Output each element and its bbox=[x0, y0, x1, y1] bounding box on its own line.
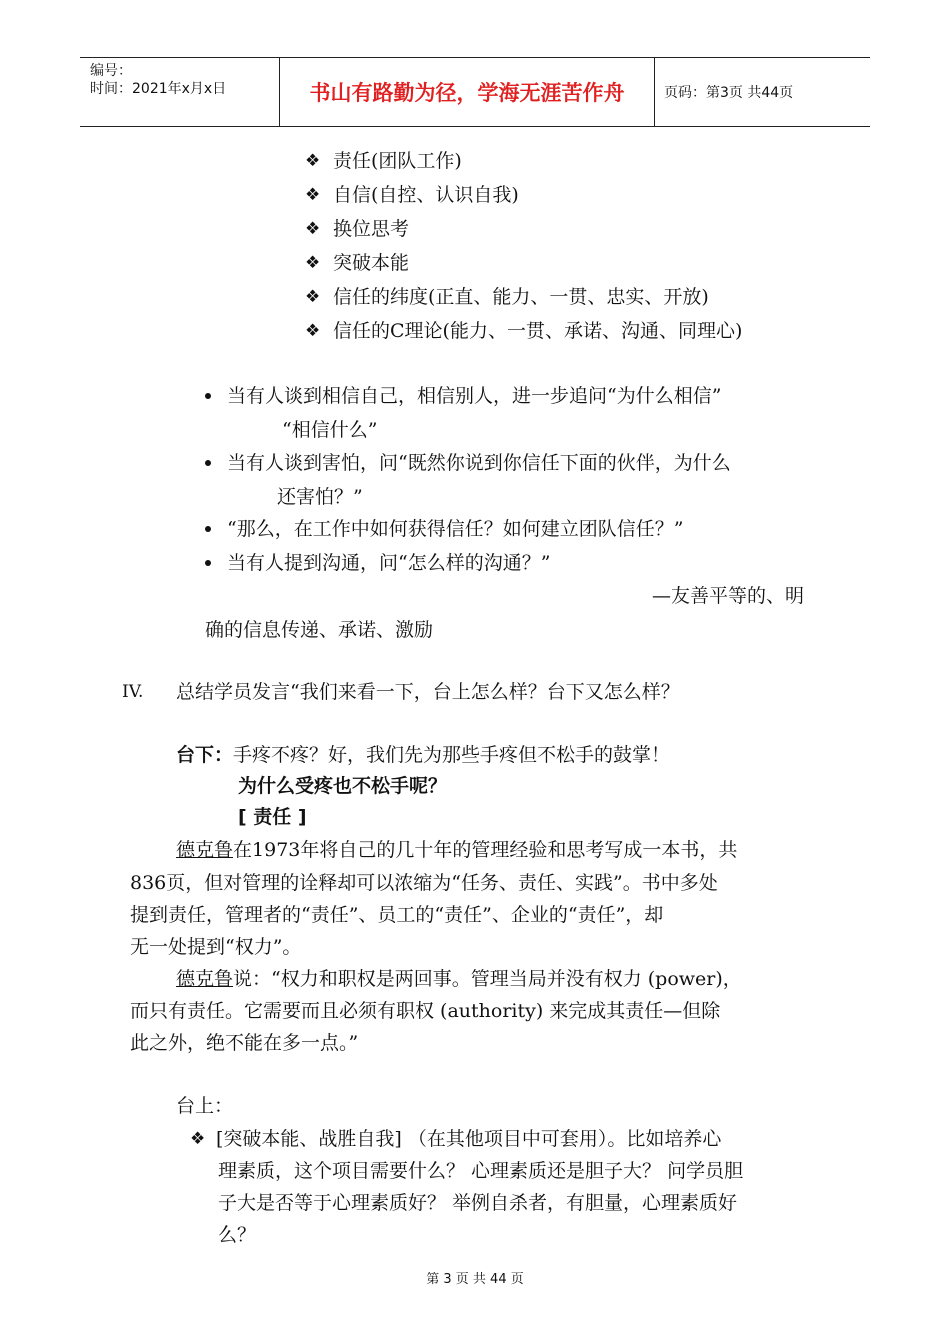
section-numeral: IV. bbox=[122, 682, 144, 702]
bullet-dot-icon bbox=[205, 526, 211, 532]
taishang-line: 么？ bbox=[218, 1224, 257, 1246]
bullet-dot-icon bbox=[205, 393, 211, 399]
header-time: 时间：2021年x月x日 bbox=[90, 81, 227, 97]
bullet-line: 当有人谈到相信自己，相信别人，进一步追问“为什么相信” bbox=[227, 385, 722, 407]
taixia-line bbox=[176, 743, 670, 767]
taishang-line: [突破本能、战胜自我] （在其他项目中可套用）。比如培养心 bbox=[216, 1128, 722, 1150]
diamond-bullet-icon: ❖ bbox=[305, 253, 321, 273]
taixia-text: 手疼不疼？好，我们先为那些手疼但不松手的鼓掌！ bbox=[233, 744, 671, 766]
dash-note-cont: 确的信息传递、承诺、激励 bbox=[205, 619, 434, 641]
header-number: 编号： bbox=[90, 63, 132, 79]
para2-line: 此之外，绝不能在多一点。” bbox=[130, 1032, 359, 1054]
bullet-line: 当有人谈到害怕，问“既然你说到你信任下面的伙伴，为什么 bbox=[227, 452, 731, 474]
bullet-continuation: 还害怕？” bbox=[277, 486, 363, 508]
page-header bbox=[80, 57, 870, 127]
diamond-item: 突破本能 bbox=[333, 252, 410, 274]
diamond-bullet-icon: ❖ bbox=[305, 185, 321, 205]
para2-line bbox=[176, 967, 742, 991]
taishang-line: 子大是否等于心理素质好？ 举例自杀者，有胆量，心理素质好 bbox=[218, 1192, 738, 1214]
para1-line: 无一处提到“权力”。 bbox=[130, 936, 302, 958]
para2-text: 说：“权力和职权是两回事。管理当局并没有权力 (power)， bbox=[233, 968, 742, 990]
section-text: 总结学员发言“我们来看一下，台上怎么样？台下又怎么样？ bbox=[176, 681, 680, 703]
bullet-continuation: “相信什么” bbox=[282, 419, 378, 441]
header-meta bbox=[80, 58, 280, 126]
diamond-bullet-icon: ❖ bbox=[305, 151, 321, 171]
responsibility-tag: [ 责任 ] bbox=[238, 806, 307, 828]
para1-text: 在1973年将自己的几十年的管理经验和思考写成一本书，共 bbox=[233, 839, 738, 861]
taixia-question: 为什么受疼也不松手呢？ bbox=[238, 775, 448, 797]
diamond-bullet-icon: ❖ bbox=[190, 1129, 206, 1149]
para1-line bbox=[176, 838, 737, 862]
page-footer: 第 3 页 共 44 页 bbox=[426, 1272, 524, 1287]
bullet-dot-icon bbox=[205, 460, 211, 466]
taishang-label: 台上： bbox=[176, 1095, 234, 1117]
diamond-item: 换位思考 bbox=[333, 218, 410, 240]
diamond-bullet-icon: ❖ bbox=[305, 287, 321, 307]
diamond-item: 责任(团队工作) bbox=[333, 150, 462, 172]
taixia-label: 台下： bbox=[176, 744, 234, 766]
bullet-dot-icon bbox=[205, 560, 211, 566]
drucker-name: 德克鲁 bbox=[176, 839, 234, 861]
diamond-bullet-icon: ❖ bbox=[305, 321, 321, 341]
para2-line: 而只有责任。它需要而且必须有职权 (authority) 来完成其责任—但除 bbox=[130, 1000, 721, 1022]
diamond-item: 自信(自控、认识自我) bbox=[333, 184, 519, 206]
drucker-name: 德克鲁 bbox=[176, 968, 234, 990]
diamond-bullet-icon: ❖ bbox=[305, 219, 321, 239]
bullet-line: 当有人提到沟通，问“怎么样的沟通？” bbox=[227, 552, 551, 574]
header-page-info: 页码：第3页 共44页 bbox=[664, 85, 794, 101]
bullet-line: “那么，在工作中如何获得信任？如何建立团队信任？” bbox=[227, 518, 684, 540]
header-motto: 书山有路勤为径，学海无涯苦作舟 bbox=[280, 58, 655, 126]
dash-note: —友善平等的、明 bbox=[652, 585, 805, 607]
para1-line: 提到责任，管理者的“责任”、员工的“责任”、企业的“责任”，却 bbox=[130, 904, 664, 926]
diamond-item: 信任的纬度(正直、能力、一贯、忠实、开放) bbox=[333, 286, 709, 308]
taishang-line: 理素质，这个项目需要什么？ 心理素质还是胆子大？ 问学员胆 bbox=[218, 1160, 744, 1182]
diamond-item: 信任的C理论(能力、一贯、承诺、沟通、同理心) bbox=[333, 320, 743, 342]
para1-line: 836页，但对管理的诠释却可以浓缩为“任务、责任、实践”。书中多处 bbox=[130, 872, 718, 894]
